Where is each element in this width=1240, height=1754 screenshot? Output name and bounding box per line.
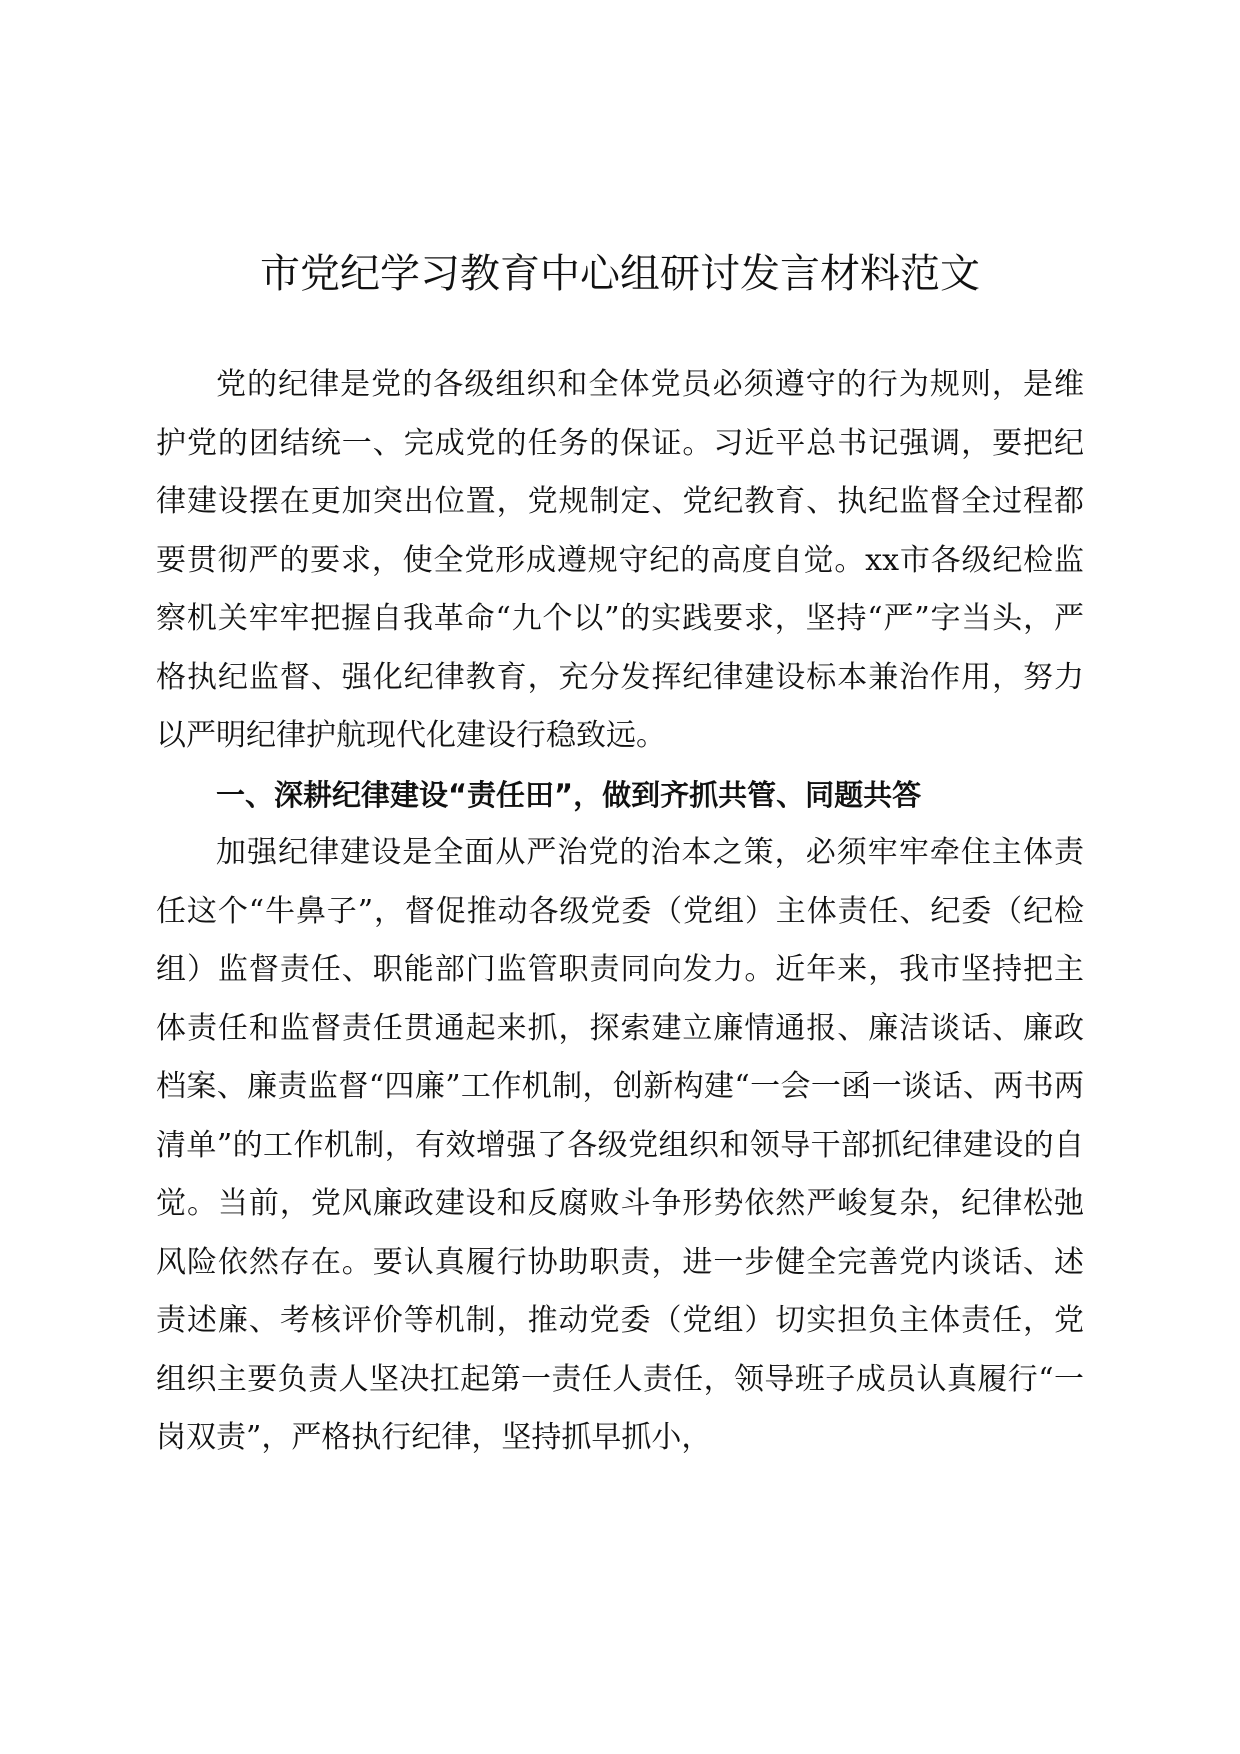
section-1-paragraph: 加强纪律建设是全面从严治党的治本之策，必须牢牢牵住主体责任这个“牛鼻子”，督促推动各级党委（党组）主体责任、纪委（纪检组）监督责任、职能部门监管职责同向发力。近年来，我市坚持把主体责任和监督责任贯通起来抓，探索建立廉情通报、廉洁谈话、廉政档案、廉责监督“四廉”工作机制，创新构建“一会一函一谈话、两书两清单”的工作机制，有效增强了各级党组织和领导干部抓纪律建设的自觉。当前，党风廉政建设和反腐败斗争形势依然严峻复杂，纪律松弛风险依然存在。要认真履行协助职责，进一步健全完善党内谈话、述责述廉、考核评价等机制，推动党委（党组）切实担负主体责任，党组织主要负责人坚决扛起第一责任人责任，领导班子成员认真履行“一岗双责”，严格执行纪律，坚持抓早抓小， xyxy=(156,835,1084,1455)
intro-paragraph: 党的纪律是党的各级组织和全体党员必须遵守的行为规则，是维护党的团结统一、完成党的任务的保证。习近平总书记强调，要把纪律建设摆在更加突出位置，党规制定、党纪教育、执纪监督全过程都要贯彻严的要求，使全党形成遵规守纪的高度自觉。xx市各级纪检监察机关牢牢把握自我革命“九个以”的实践要求，坚持“严”字当头，严格执纪监督、强化纪律教育，充分发挥纪律建设标本兼治作用，努力以严明纪律护航现代化建设行稳致远。 xyxy=(156,367,1084,753)
document-body xyxy=(156,356,1084,1468)
section-heading-1: 一、深耕纪律建设“责任田”，做到齐抓共管、同题共答 xyxy=(216,777,922,812)
document-title: 市党纪学习教育中心组研讨发言材料范文 xyxy=(260,251,980,297)
